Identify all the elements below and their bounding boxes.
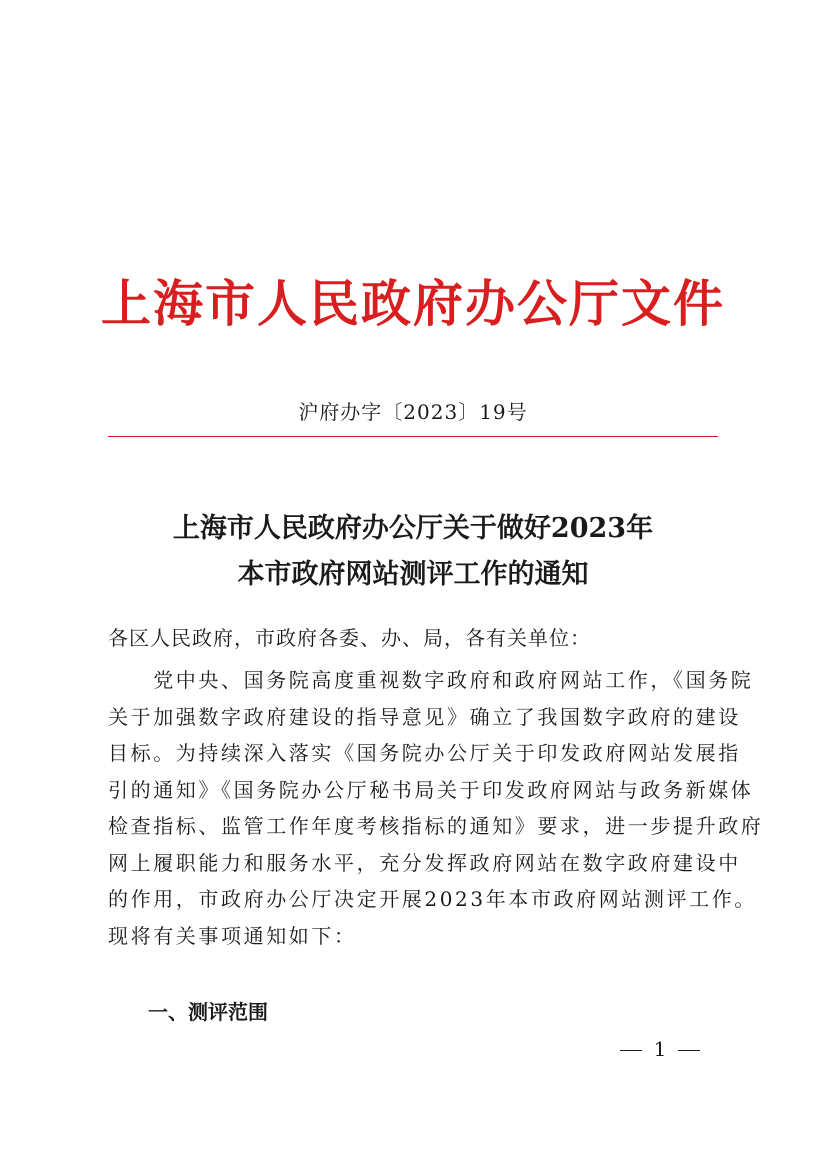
salutation: 各区人民政府，市政府各委、办、局，各有关单位： xyxy=(108,626,591,650)
notice-title-line-2: 本市政府网站测评工作的通知 xyxy=(237,559,589,590)
body-line: 检查指标、监管工作年度考核指标的通知》要求，进一步提升政府 xyxy=(108,814,764,838)
notice-title xyxy=(0,506,826,598)
page-number: 1 xyxy=(653,1037,667,1061)
document-header-title: 上海市人民政府办公厅文件 xyxy=(101,274,725,333)
body-line: 党中央、国务院高度重视数字政府和政府网站工作，《国务院 xyxy=(108,668,754,692)
dash-right xyxy=(678,1050,700,1051)
section-heading: 一、测评范围 xyxy=(148,1000,268,1024)
dash-left xyxy=(620,1050,642,1051)
body-line: 引的通知》《国务院办公厅秘书局关于印发政府网站与政务新媒体 xyxy=(108,777,754,802)
body-paragraph xyxy=(108,662,764,954)
body-line: 现将有关事项通知如下： xyxy=(108,923,357,948)
page-number-footer xyxy=(600,1034,720,1064)
body-line: 的作用，市政府办公厅决定开展2023年本市政府网站测评工作。 xyxy=(108,887,757,911)
body-line: 关于加强数字政府建设的指导意见》确立了我国数字政府的建设 xyxy=(108,704,741,729)
notice-title-line-1: 上海市人民政府办公厅关于做好2023年 xyxy=(172,513,654,544)
red-divider-line xyxy=(108,436,718,437)
body-line: 目标。为持续深入落实《国务院办公厅关于印发政府网站发展指 xyxy=(108,741,741,765)
body-line: 网上履职能力和服务水平，充分发挥政府网站在数字政府建设中 xyxy=(108,850,741,875)
document-number: 沪府办字〔2023〕19号 xyxy=(298,400,528,424)
